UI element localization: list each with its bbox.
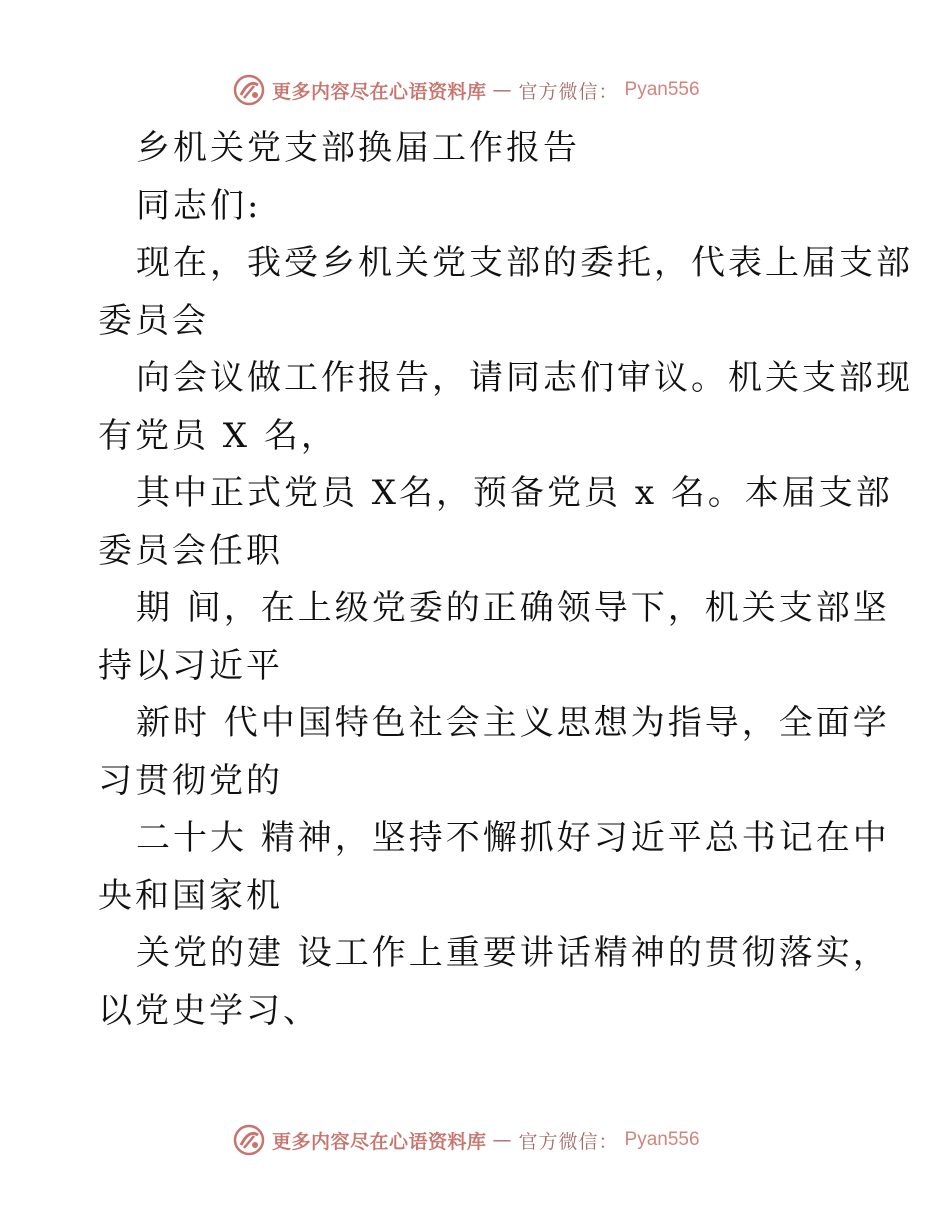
brand-logo-icon (232, 1123, 266, 1157)
document-text-line: 期 间，在上级党委的正确领导下，机关支部坚 (136, 588, 890, 628)
document-text-line: 同志们: (136, 185, 262, 226)
document-text-line: 现在，我受乡机关党支部的委托，代表上届支部 (136, 243, 913, 283)
document-text-line: 以党史学习、 (98, 990, 320, 1031)
watermark-main-text: 更多内容尽在心语资料库 (272, 80, 487, 103)
brand-logo-icon (232, 73, 266, 107)
document-body (98, 120, 913, 1040)
document-text-line: 习贯彻党的 (98, 760, 283, 801)
document-text-line: 委员会任职 (98, 530, 283, 571)
document-title: 乡机关党支部换届工作报告 (136, 128, 580, 168)
watermark-account: Pyan556 (624, 79, 700, 100)
document-text-line: 有党员 X 名， (98, 415, 338, 456)
watermark-header (232, 70, 752, 110)
document-text-line: 向会议做工作报告，请同志们审议。机关支部现 (136, 358, 913, 398)
document-text-line: 央和国家机 (98, 875, 283, 916)
document-text-line: 委员会 (98, 300, 209, 341)
watermark-sub-text: 官方微信： (518, 80, 619, 103)
document-text-line: 关党的建 设工作上重要讲话精神的贯彻落实， (136, 933, 890, 973)
document-text-line: 持以习近平 (98, 645, 283, 686)
watermark-dash: — (492, 79, 513, 101)
watermark-sub-text: 官方微信： (518, 1130, 619, 1153)
watermark-account: Pyan556 (624, 1129, 700, 1150)
document-text-line: 新时 代中国特色社会主义思想为指导，全面学 (136, 703, 890, 743)
document-text-line: 二十大 精神，坚持不懈抓好习近平总书记在中 (136, 818, 890, 858)
document-text-line: 其中正式党员 X名，预备党员 x 名。本届支部 (136, 473, 893, 513)
watermark-main-text: 更多内容尽在心语资料库 (272, 1130, 487, 1153)
watermark-footer (232, 1120, 752, 1160)
watermark-dash: — (492, 1129, 513, 1151)
